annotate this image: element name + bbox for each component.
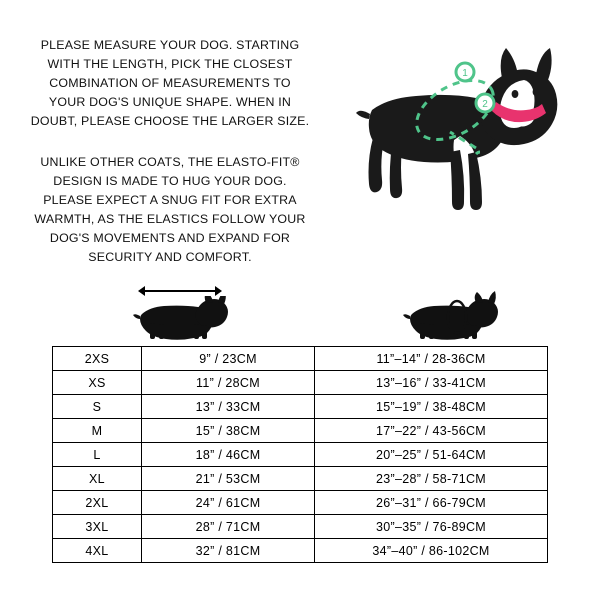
instructions-paragraph-1: PLEASE MEASURE YOUR DOG. STARTING WITH THE LENGTH, PICK THE CLOSEST COMBINATION OF MEASUREMENTS TO YOUR DOG'S UNIQUE SHAPE. WHEN IN DOUBT, PLEASE CHOOSE THE LARGER SIZE.: [30, 38, 310, 128]
length-silhouette-cell: [30, 285, 330, 340]
cell-girth: 20”–25” / 51-64CM: [315, 443, 548, 467]
dog-measurement-diagram: [310, 28, 570, 268]
cell-length: 15” / 38CM: [142, 419, 315, 443]
table-row: [53, 515, 548, 539]
cell-girth: 13”–16” / 33-41CM: [315, 371, 548, 395]
table-row: [53, 539, 548, 563]
cell-size: XS: [53, 371, 142, 395]
top-section: [30, 28, 570, 278]
cell-length: 28” / 71CM: [142, 515, 315, 539]
table-row: [53, 419, 548, 443]
cell-girth: 34”–40” / 86-102CM: [315, 539, 548, 563]
table-row: [53, 491, 548, 515]
marker-1-label: 1: [462, 68, 468, 79]
cell-girth: 26”–31” / 66-79CM: [315, 491, 548, 515]
dog-side-silhouette-icon: [132, 296, 228, 340]
cell-size: L: [53, 443, 142, 467]
silhouette-row: [30, 280, 570, 340]
table-row: [53, 395, 548, 419]
cell-girth: 15”–19” / 38-48CM: [315, 395, 548, 419]
marker-2-badge: [476, 94, 494, 112]
size-chart-body: [53, 347, 548, 563]
instructions-paragraph-2: UNLIKE OTHER COATS, THE ELASTO-FIT® DESIGN IS MADE TO HUG YOUR DOG. PLEASE EXPECT A SNUG FIT FOR EXTRA WARMTH, AS THE ELASTICS FOLLOW YOUR DOG'S MOVEMENTS AND EXPAND FOR SECURITY AND COMFORT.: [34, 155, 306, 264]
table-row: [53, 371, 548, 395]
table-row: [53, 347, 548, 371]
table-row: [53, 467, 548, 491]
cell-length: 32” / 81CM: [142, 539, 315, 563]
cell-size: M: [53, 419, 142, 443]
cell-length: 24” / 61CM: [142, 491, 315, 515]
marker-1-badge: [456, 63, 474, 81]
cell-girth: 11”–14” / 28-36CM: [315, 347, 548, 371]
cell-size: 3XL: [53, 515, 142, 539]
dog-illustration: [310, 28, 570, 268]
marker-2-label: 2: [482, 99, 488, 110]
cell-size: XL: [53, 467, 142, 491]
cell-girth: 30”–35” / 76-89CM: [315, 515, 548, 539]
cell-girth: 17”–22” / 43-56CM: [315, 419, 548, 443]
cell-length: 21” / 53CM: [142, 467, 315, 491]
size-chart-table: [52, 346, 548, 563]
cell-length: 13” / 33CM: [142, 395, 315, 419]
instructions-block: [30, 28, 310, 267]
cell-length: 9” / 23CM: [142, 347, 315, 371]
cell-size: S: [53, 395, 142, 419]
cell-size: 2XL: [53, 491, 142, 515]
cell-length: 18” / 46CM: [142, 443, 315, 467]
table-row: [53, 443, 548, 467]
length-arrow-icon: [138, 285, 222, 296]
cell-size: 4XL: [53, 539, 142, 563]
dog-girth-silhouette-icon: [402, 288, 498, 340]
girth-silhouette-cell: [330, 288, 570, 340]
cell-size: 2XS: [53, 347, 142, 371]
cell-girth: 23”–28” / 58-71CM: [315, 467, 548, 491]
cell-length: 11” / 28CM: [142, 371, 315, 395]
